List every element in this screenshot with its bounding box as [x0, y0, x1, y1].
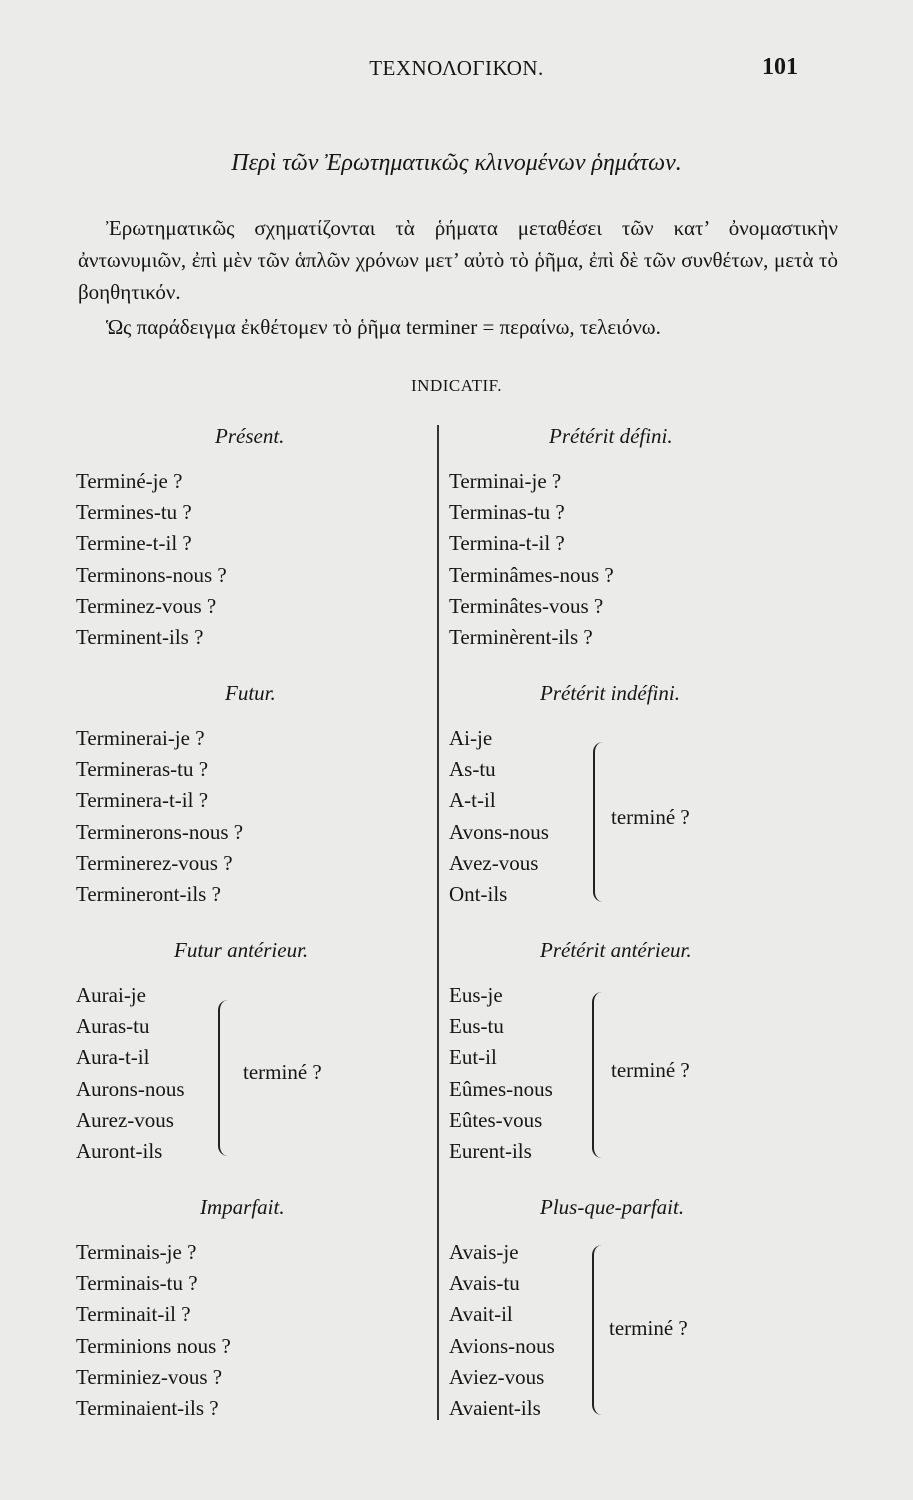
list-item: Avait-il [449, 1302, 513, 1327]
imparfait-title: Imparfait. [200, 1195, 285, 1219]
list-item: Terminait-il ? [76, 1302, 191, 1327]
list-item: Terminiez-vous ? [76, 1364, 223, 1389]
list-item: Termineront-ils ? [76, 882, 221, 907]
column-divider [437, 425, 439, 1420]
list-item: Eus-tu [449, 1014, 504, 1039]
passe-defini-forms [449, 466, 614, 653]
list-item: Terminerez-vous ? [76, 850, 233, 875]
list-item: Terminez-vous ? [76, 593, 217, 618]
brace [592, 1245, 606, 1415]
list-item: Eûtes-vous [449, 1107, 543, 1132]
list-item: Terminaient-ils ? [76, 1396, 219, 1421]
list-item: Terminais-je ? [76, 1240, 197, 1264]
list-item: Termine-t-il ? [76, 531, 192, 556]
futur-title: Futur. [225, 681, 276, 705]
list-item: Auront-ils [76, 1139, 163, 1164]
list-item: Terminâtes-vous ? [449, 593, 604, 618]
list-item: Avais-je [449, 1240, 519, 1264]
list-item: Terminâmes-nous ? [449, 562, 614, 587]
brace [592, 992, 606, 1158]
indicatif-title: INDICATIF. [411, 376, 502, 395]
list-item: Ont-ils [449, 882, 508, 907]
plus-que-parfait-title: Plus-que-parfait. [540, 1195, 685, 1219]
passe-indefini-title: Prétérit indéfini. [540, 681, 680, 705]
list-item: Aurez-vous [76, 1107, 174, 1132]
list-item: Terminera-t-il ? [76, 788, 209, 813]
list-item: Terminent-ils ? [76, 625, 204, 650]
brace-note: terminé ? [611, 1058, 690, 1082]
list-item: Aurons-nous [76, 1076, 185, 1101]
list-item: Terminas-tu ? [449, 500, 565, 525]
passe-anterieur-title: Prétérit antérieur. [540, 938, 692, 962]
list-item: Terminons-nous ? [76, 562, 227, 587]
running-head: ΤΕΧΝΟΛΟΓΙΚΟΝ. [369, 56, 544, 80]
list-item: Eûmes-nous [449, 1076, 553, 1101]
section-heading: Περὶ τῶν Ἐρωτηματικῶς κλινομένων ῥημάτων. [231, 150, 682, 176]
brace [218, 1000, 232, 1156]
list-item: Aviez-vous [449, 1364, 545, 1389]
brace [593, 742, 607, 902]
list-item: Eus-je [449, 983, 503, 1007]
plus-que-parfait-forms [449, 1237, 555, 1424]
list-item: Eurent-ils [449, 1139, 532, 1164]
list-item: Terminé-je ? [76, 469, 183, 493]
list-item: Ai-je [449, 726, 493, 750]
brace-note: terminé ? [243, 1060, 322, 1084]
list-item: Terminerons-nous ? [76, 819, 244, 844]
list-item: Avez-vous [449, 850, 539, 875]
list-item: Termina-t-il ? [449, 531, 565, 556]
list-item: Terminions nous ? [76, 1333, 231, 1358]
list-item: Eut-il [449, 1045, 497, 1070]
list-item: Avaient-ils [449, 1396, 541, 1421]
list-item: As-tu [449, 757, 496, 782]
passe-indefini-forms [449, 723, 549, 910]
list-item: Avons-nous [449, 819, 549, 844]
passe-anterieur-forms [449, 980, 553, 1167]
present-forms [76, 466, 227, 653]
list-item: A-t-il [449, 788, 496, 813]
list-item: Terminais-tu ? [76, 1271, 198, 1296]
example-paragraph: Ὡς παράδειγμα ἐκθέτομεν τὸ ῥῆμα terminer = περαίνω, τελειόνω. [106, 315, 661, 339]
brace-note: terminé ? [611, 805, 690, 829]
futur-anterieur-forms [76, 980, 185, 1167]
brace-note: terminé ? [609, 1316, 688, 1340]
page-number: 101 [762, 54, 798, 80]
futur-forms [76, 723, 243, 910]
list-item: Auras-tu [76, 1014, 150, 1039]
list-item: Terminerai-je ? [76, 726, 205, 750]
present-title: Présent. [215, 424, 285, 448]
list-item: Aurai-je [76, 983, 146, 1007]
list-item: Termineras-tu ? [76, 757, 209, 782]
list-item: Avions-nous [449, 1333, 555, 1358]
passe-defini-title: Prétérit défini. [549, 424, 673, 448]
list-item: Terminai-je ? [449, 469, 562, 493]
list-item: Aura-t-il [76, 1045, 150, 1070]
list-item: Termines-tu ? [76, 500, 192, 525]
intro-paragraph: Ἐρωτηματικῶς σχηματίζονται τὰ ῥήματα μεταθέσει τῶν κατ’ ὀνομαστικὴν ἀντωνυμιῶν, ἐπὶ μὲν τῶν ἁπλῶν χρόνων μετ’ αὐτὸ τὸ ῥῆμα, ἐπὶ δὲ τῶν συνθέτων, μετὰ τὸ βοηθητικόν. [78, 216, 838, 304]
futur-anterieur-title: Futur antérieur. [174, 938, 309, 962]
list-item: Avais-tu [449, 1271, 520, 1296]
list-item: Terminèrent-ils ? [449, 625, 593, 650]
imparfait-forms [76, 1237, 231, 1424]
